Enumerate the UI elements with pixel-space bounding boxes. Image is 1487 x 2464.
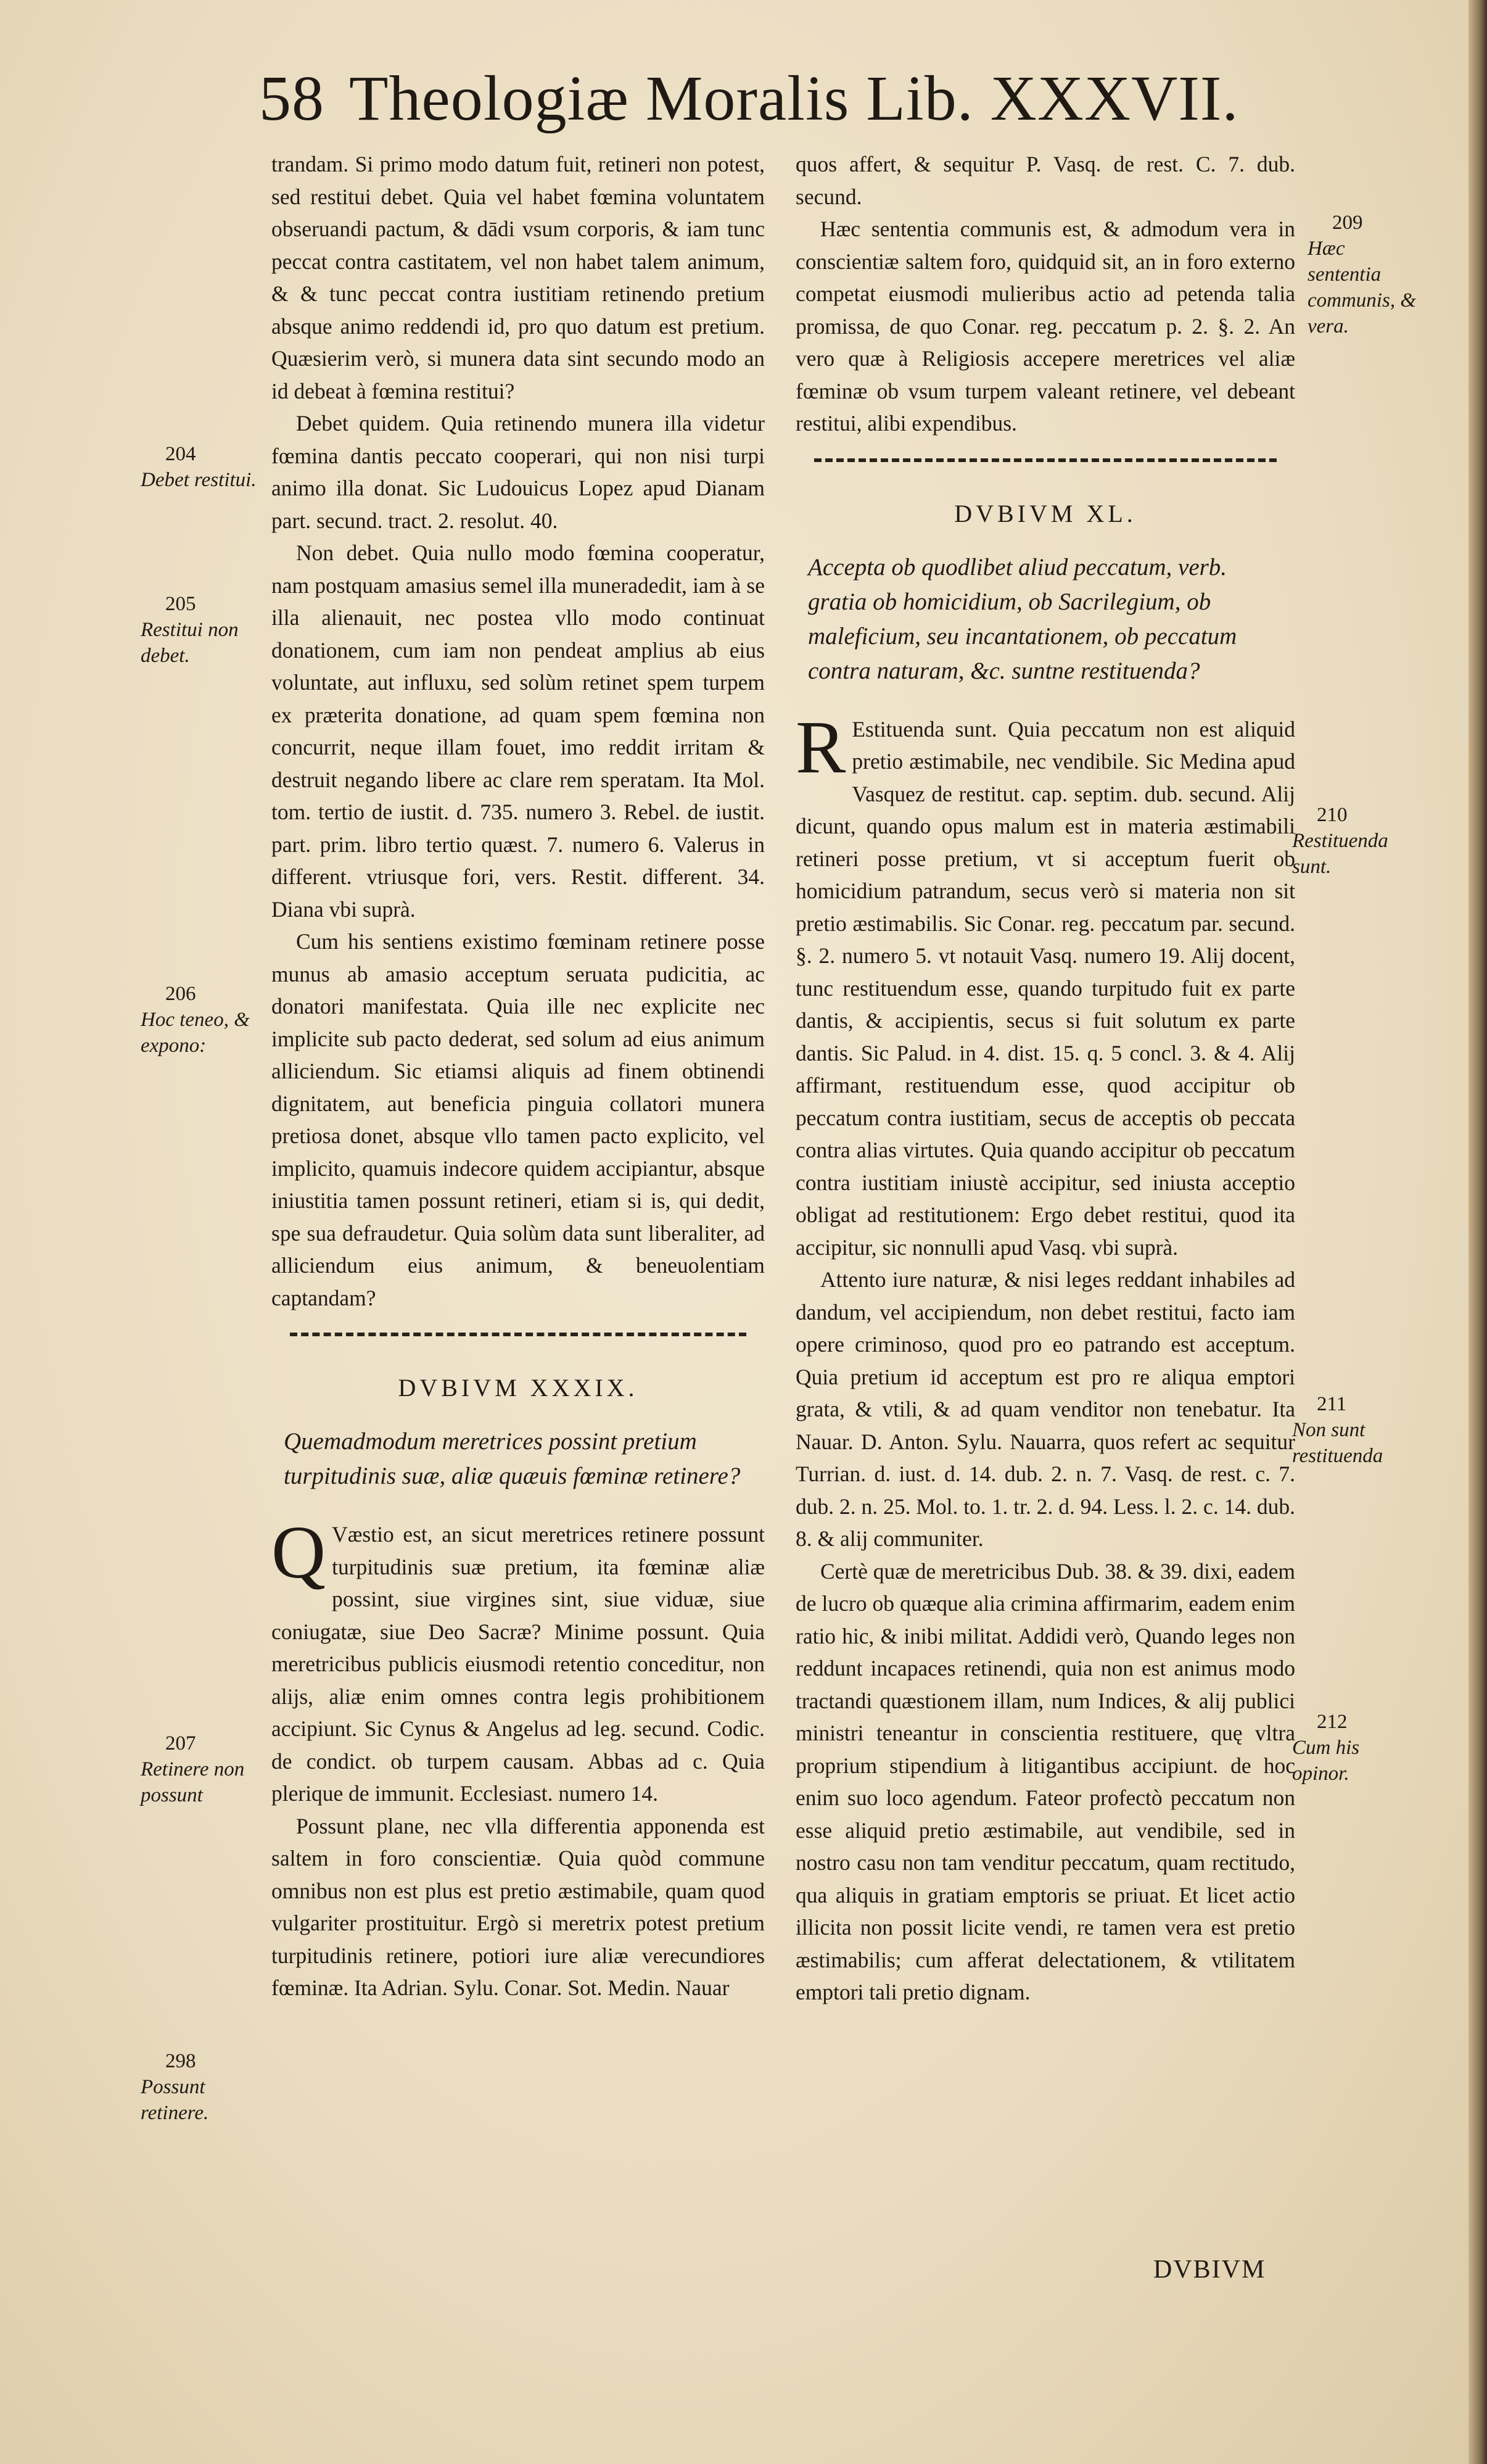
margin-note-210: 210 Restituenda sunt. (1292, 804, 1388, 878)
margin-note-207: 207 Retinere non possunt (141, 1732, 245, 1806)
dropcap-letter: Q (271, 1511, 326, 1594)
paragraph: Cum his sentiens existimo fœminam retinere posse munus ab amasio acceptum seruata pudicitia, ac donatori manifestata. Quia ille nec explicite nec implicite sub pacto dederat, sed solum ad eius animum alliciendum. Sic etiamsi aliquis ad finem obtinendi dignitatem, aut beneficia pinguia collatori munera pretiosa donet, absque vllo tamen pacto explicito, vel implicito, quamuis indecore quidem accipiantur, absque iniustitia tamen possunt retineri, etiam si is, qui dedit, spe sua defraudetur. Quia solùm data sunt liberaliter, ad alliciendum eius animum, & beneuolentiam captandam? (271, 929, 765, 1310)
margin-note-205: 205 Restitui non debet. (141, 593, 239, 667)
dropcap-letter: R (796, 705, 846, 789)
page-gutter (1468, 0, 1487, 2464)
paragraph: Certè quæ de meretricibus Dub. 38. & 39. dixi, eadem de lucro ob quæque alia crimina affirmarim, eadem enim ratio hic, & inibi militat. Addidi verò, Quando leges non reddunt incapaces retinendi, quia non est animus modo tractandi quæstionem illam, num Indices, & alij publici ministri teneantur in conscientia restituere, quę vltra proprium stipendium à litigantibus accipiunt. de hoc enim suo loco agendum. Fateor profectò peccatum non esse aliquid pretio æstimabile, aut vendibile, sed in nostro casu non tam venditur peccatum, quam rectitudo, qua aliquis in gratiam emptoris se priuat. Et licet actio illicita non possit licite vendi, re tamen vera est pretio æstimabilis; cum afferat delectationem, & vtilitatem emptori tali pretio dignam. (796, 1558, 1295, 2004)
margin-note-204: 204 Debet restitui. (141, 443, 257, 491)
catchword: DVBIVM (1153, 2255, 1266, 2284)
running-title: Theologiæ Moralis Lib. XXXVII. (349, 63, 1239, 134)
margin-note-298: 298 Possunt retinere. (141, 2050, 209, 2124)
margin-note-212: 212 Cum his opinor. (1292, 1711, 1360, 1785)
section-divider (814, 458, 1277, 462)
dropcap-paragraph (271, 1511, 765, 1810)
left-column (271, 148, 765, 2004)
page-number: 58 (259, 63, 324, 134)
dubium-question: Accepta ob quodlibet aliud peccatum, verb. gratia ob homicidium, ob Sacrilegium, ob maleficium, seu incantationem, ob peccatum contra naturam, &c. suntne restituenda? (808, 553, 1237, 684)
dubium-question: Quemadmodum meretrices possint pretium turpitudinis suæ, aliæ quæuis fœminæ retinere? (284, 1428, 741, 1489)
margin-note-206: 206 Hoc teneo, & expono: (141, 983, 250, 1057)
paragraph: Estituenda sunt. Quia peccatum non est aliquid pretio æstimabile, nec vendibile. Sic Medina apud Vasquez de restitut. cap. septim. dub. secund. Alij dicunt, quando opus malum est in materia æstimabili retineri posse pretium, vt si acceptum fuerit ob homicidium patrandum, secus verò si materia non sit pretio æstimabilis. Sic Conar. reg. peccatum par. secund. §. 2. numero 5. vt notauit Vasq. numero 19. Alij docent, tunc restituendum esse, quando turpitudo fuit ex parte dantis, & accipientis, secus si fuit solutum ex parte dantis. Sic Palud. in 4. dist. 15. q. 5 concl. 3. & 4. Alij affirmant, restituendum esse, quod accipitur ob peccatum contra iustitiam, secus de acceptis ob peccata contra alias virtutes. Quia quando accipitur ob peccatum contra iustitiam iniustè accipitur, sed iniusta acceptio obligat ad restitutionem: Ergo debet restitui, quod ita accipitur, sic nonnulli apud Vasq. vbi suprà. (796, 716, 1295, 1260)
dubium-title: DVBIVM XL. (954, 499, 1137, 527)
dropcap-paragraph (796, 705, 1295, 1264)
running-header (259, 62, 1308, 136)
paragraph: Hæc sententia communis est, & admodum vera in conscientiæ saltem foro, quidquid sit, an in foro externo competat eiusmodi mulieribus actio ad petenda talia promissa, de quo Conar. reg. peccatum p. 2. §. 2. An vero quæ à Religiosis accepere meretrices vel aliæ fœminæ ob vsum turpem valeant retinere, vel debeant restitui, alibi expendibus. (796, 217, 1295, 436)
paragraph: Debet quidem. Quia retinendo munera illa videtur fœmina dantis peccato cooperari, qui non nisi turpi animo illa donat. Sic Ludouicus Lopez apud Dianam part. secund. tract. 2. resolut. 40. (271, 411, 765, 533)
paragraph: Non debet. Quia nullo modo fœmina cooperatur, nam postquam amasius semel illa muneradedit, iam à se illa alienauit, nec postea vllo modo continuat donationem, cum iam non pendeat amplius ab eius voluntate, aut influxu, sed solùm retinet spem turpem ex præterita donatione, ad quam spem fœmina non concurrit, neque illam fouet, imo reddit irritam & destruit negando libere ac clare rem speratam. Ita Mol. tom. tertio de iustit. d. 735. numero 3. Rebel. de iustit. part. prim. libro tertio quæst. 7. numero 6. Valerus in different. vtriusque fori, vers. Restit. different. 34. Diana vbi suprà. (271, 540, 765, 922)
paragraph: quos affert, & sequitur P. Vasq. de rest. C. 7. dub. secund. (796, 152, 1295, 209)
right-column (796, 148, 1295, 2009)
paragraph: trandam. Si primo modo datum fuit, retineri non potest, sed restitui debet. Quia vel habet fœmina voluntatem obseruandi pactum, & dādi vsum corporis, & iam tunc peccat contra castitatem, vel non habet talem animum, & & tunc peccat contra iustitiam retinendo pretium absque animo reddendi id, pro quo datum est pretium. Quæsierim verò, si munera data sint secundo modo an id debeat à fœmina restitui? (271, 152, 765, 403)
margin-note-209: 209 Hæc sententia communis, & vera. (1308, 212, 1416, 337)
margin-note-211: 211 Non sunt restituenda (1292, 1393, 1383, 1467)
paragraph: Væstio est, an sicut meretrices retinere possunt turpitudinis suæ pretium, ita fœminæ aliæ possint, siue virgines sint, siue viduæ, siue coniugatæ, siue Deo Sacræ? Minime possunt. Quia meretricibus publicis eiusmodi retentio conceditur, non alijs, aliæ enim omnes contra legis prohibitionem accipiunt. Sic Cynus & Angelus ad leg. secund. Codic. de condict. ob turpem causam. Abbas ad c. Quia plerique de immunit. Ecclesiast. numero 14. (271, 1522, 765, 1806)
dubium-title: DVBIVM XXXIX. (398, 1374, 638, 1402)
section-divider (290, 1333, 746, 1336)
paragraph: Attento iure naturæ, & nisi leges reddant inhabiles ad dandum, vel accipiendum, non debet restitui, facto iam opere criminoso, quod pro eo patrando est acceptum. Quia pretium id acceptum est pro re aliqua emptori grata, & vtili, & ad quam venditor non tenebatur. Ita Nauar. D. Anton. Sylu. Nauarra, quos refert ac sequitur Turrian. d. iust. d. 14. dub. 2. n. 7. Vasq. de rest. c. 7. dub. 2. n. 25. Mol. to. 1. tr. 2. d. 94. Less. l. 2. c. 14. dub. 8. & alij communiter. (796, 1267, 1295, 1551)
paragraph: Possunt plane, nec vlla differentia apponenda est saltem in foro conscientiæ. Quia quòd commune omnibus non est plus est pretio æstimabile, quam quod vulgariter prostituitur. Ergò si meretrix potest pretium turpitudinis retinere, potiori iure aliæ verecundiores fœminæ. Ita Adrian. Sylu. Conar. Sot. Medin. Nauar (271, 1813, 765, 2000)
